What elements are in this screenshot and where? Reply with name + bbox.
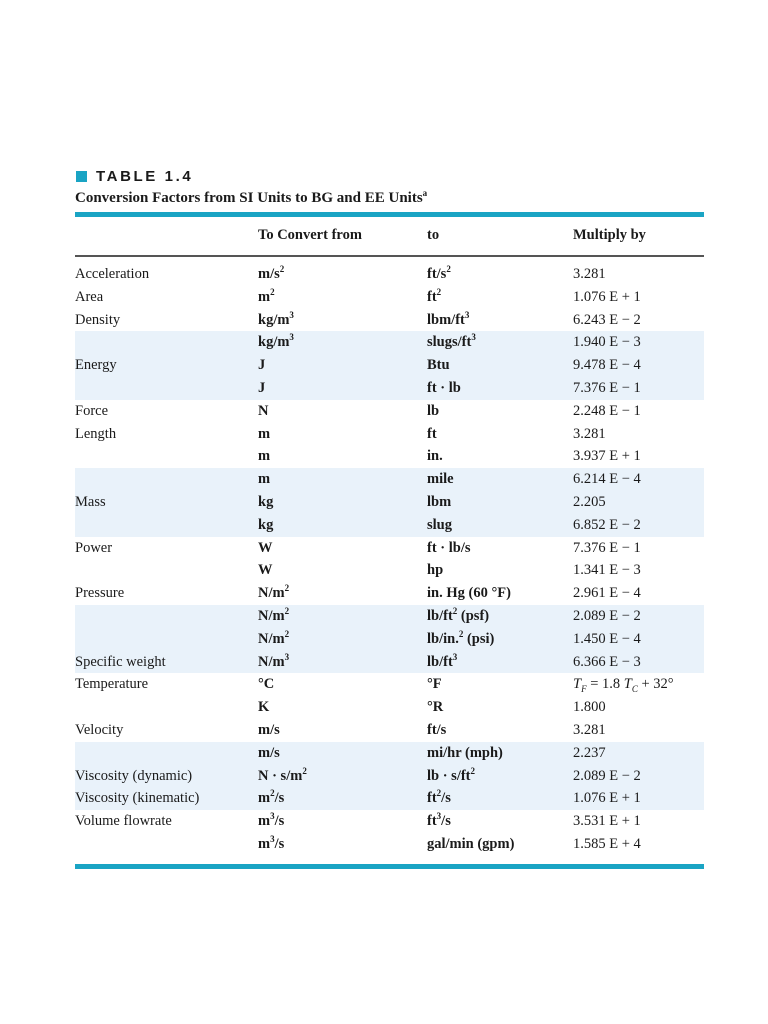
cell-from-unit: N — [258, 402, 269, 419]
table-row — [75, 286, 704, 309]
cell-from-unit: $kg/m^3$ — [258, 309, 294, 328]
cell-to-unit: in. — [427, 448, 443, 465]
table-row — [75, 696, 704, 719]
cell-from-unit: $m/s^2$ — [258, 264, 285, 282]
cell-to-unit: lb/in.$^2$ (psi) — [427, 628, 495, 647]
cell-to-unit: ft · lb/s — [427, 539, 471, 556]
cell-factor: 2.205 — [573, 493, 606, 510]
cell-quantity: Density — [75, 311, 121, 328]
cell-factor: 1.940 E − 3 — [573, 334, 641, 351]
table-row — [75, 651, 704, 674]
cell-from-unit: $m^3/s$ — [258, 834, 285, 852]
table-row — [75, 468, 704, 491]
cell-from-unit: $m^2$ — [258, 286, 275, 305]
cell-from-unit: $m^3/s$ — [258, 811, 285, 830]
cell-to-unit: slugs/$ft^3$ — [427, 332, 476, 351]
cell-to-unit: lb · $s/ft^2$ — [427, 765, 476, 784]
cell-to-unit: $lb/ft^2$ (psf) — [427, 606, 490, 624]
cell-to-unit: °R — [427, 699, 444, 716]
cell-to-unit: °F — [427, 676, 442, 693]
table-row — [75, 514, 704, 537]
cell-from-unit: $N/m^2$ — [258, 628, 290, 647]
cell-from-unit: m/s — [258, 721, 280, 738]
cell-factor: 1.450 E − 4 — [573, 630, 641, 647]
cell-from-unit: J — [258, 357, 266, 374]
cell-from-unit: $N/m^2$ — [258, 606, 290, 624]
table-row — [75, 309, 704, 332]
cell-to-unit: $ft^2/s$ — [427, 788, 451, 807]
table-row — [75, 423, 704, 446]
cell-factor: 1.341 E − 3 — [573, 562, 641, 579]
cell-quantity: Specific weight — [75, 653, 166, 670]
cell-to-unit: ft/s — [427, 721, 447, 738]
cell-quantity: Length — [75, 425, 117, 442]
header-rule — [75, 255, 704, 257]
table-row — [75, 719, 704, 742]
cell-factor: 2.089 E − 2 — [573, 607, 641, 624]
cell-quantity: Force — [75, 402, 109, 419]
table-row — [75, 491, 704, 514]
cell-to-unit: mi/hr (mph) — [427, 744, 503, 761]
cell-to-unit: $ft^3/s$ — [427, 811, 451, 830]
cell-factor: 2.961 E − 4 — [573, 585, 641, 602]
cell-from-unit: m/s — [258, 744, 280, 761]
cell-from-unit: W — [258, 539, 273, 556]
table-row — [75, 833, 704, 856]
cell-from-unit: kg — [258, 516, 274, 533]
cell-quantity: Pressure — [75, 585, 125, 602]
cell-to-unit: gal/min (gpm) — [427, 835, 515, 852]
cell-from-unit: m — [258, 425, 271, 442]
cell-factor: 2.089 E − 2 — [573, 767, 641, 784]
cell-factor: 3.281 — [573, 721, 606, 738]
cell-to-unit: hp — [427, 562, 444, 579]
cell-quantity: Viscosity (dynamic) — [75, 767, 193, 784]
table-row — [75, 354, 704, 377]
cell-to-unit: mile — [427, 471, 454, 488]
cell-factor: 6.366 E − 3 — [573, 653, 641, 670]
cell-from-unit: $N/m^3$ — [258, 651, 290, 670]
cell-from-unit: m — [258, 448, 271, 465]
cell-to-unit: $ft/s^2$ — [427, 264, 451, 282]
cell-from-unit: K — [258, 699, 270, 716]
cell-quantity: Mass — [75, 493, 106, 510]
table-row — [75, 742, 704, 765]
cell-from-unit: $m^2/s$ — [258, 788, 285, 807]
table-caption-text: Conversion Factors from SI Units to BG and EE Units — [75, 190, 423, 206]
cell-factor: 1.076 E + 1 — [573, 790, 641, 807]
cell-from-unit: m — [258, 471, 271, 488]
table-row — [75, 263, 704, 286]
table-row — [75, 787, 704, 810]
table-row — [75, 673, 704, 696]
column-header-row — [75, 217, 704, 255]
cell-to-unit: lb — [427, 402, 440, 419]
cell-to-unit: slug — [427, 516, 452, 533]
cell-factor: 3.937 E + 1 — [573, 448, 641, 465]
cell-from-unit: $N/m^2$ — [258, 583, 290, 602]
cell-factor: 6.243 E − 2 — [573, 311, 641, 328]
cell-to-unit: ft — [427, 425, 437, 442]
cell-quantity: Area — [75, 288, 104, 305]
cell-factor: 6.214 E − 4 — [573, 471, 641, 488]
conversion-table — [75, 166, 704, 869]
table-heading — [75, 166, 704, 186]
cell-factor: 7.376 E − 1 — [573, 379, 641, 396]
cell-factor: 2.237 — [573, 744, 606, 761]
header-to: to — [427, 227, 440, 243]
table-row — [75, 765, 704, 788]
cell-from-unit: $kg/m^3$ — [258, 332, 294, 351]
cell-quantity: Volume flowrate — [75, 813, 172, 830]
cell-quantity: Acceleration — [75, 266, 150, 282]
table-row — [75, 445, 704, 468]
cell-quantity: Viscosity (kinematic) — [75, 790, 200, 807]
table-number: TABLE 1.4 — [96, 167, 194, 185]
cell-to-unit: Btu — [427, 357, 450, 374]
header-multiply-by: Multiply by — [573, 227, 646, 243]
cell-quantity: Velocity — [75, 721, 124, 738]
cell-quantity: Temperature — [75, 676, 149, 693]
square-bullet-icon — [76, 171, 87, 182]
cell-to-unit: lbm — [427, 493, 452, 510]
cell-to-unit: $lb/ft^3$ — [427, 651, 458, 670]
cell-factor: 6.852 E − 2 — [573, 516, 641, 533]
table-row — [75, 559, 704, 582]
cell-to-unit: $ft^2$ — [427, 286, 442, 305]
cell-from-unit: $N \cdot s/m^2$ — [258, 765, 307, 784]
header-convert-from: To Convert from — [258, 227, 362, 243]
table-row — [75, 810, 704, 833]
cell-factor: 7.376 E − 1 — [573, 539, 641, 556]
cell-to-unit: ft · lb — [427, 379, 461, 396]
cell-factor: 1.800 — [573, 699, 606, 716]
table-row — [75, 605, 704, 628]
cell-factor: 1.585 E + 4 — [573, 835, 641, 852]
cell-factor: 2.248 E − 1 — [573, 402, 641, 419]
cell-to-unit: lbm/$ft^3$ — [427, 309, 470, 328]
table-caption-footnote-mark: a — [422, 188, 428, 198]
table-caption — [75, 188, 704, 208]
cell-factor: 9.478 E − 4 — [573, 357, 641, 374]
cell-factor: 1.076 E + 1 — [573, 288, 641, 305]
cell-from-unit: °C — [258, 676, 275, 693]
table-row — [75, 400, 704, 423]
cell-from-unit: J — [258, 379, 266, 396]
cell-to-unit: in. Hg (60 °F) — [427, 585, 511, 602]
table-row — [75, 377, 704, 400]
cell-factor: 3.281 — [573, 425, 606, 442]
cell-factor: 3.281 — [573, 266, 606, 282]
cell-factor: $T_F = 1.8$ $T_C + 32^\circ$ — [573, 676, 674, 695]
table-row — [75, 331, 704, 354]
cell-factor: 3.531 E + 1 — [573, 813, 641, 830]
table-body — [75, 263, 704, 856]
cell-from-unit: kg — [258, 493, 274, 510]
cell-from-unit: W — [258, 562, 273, 579]
cell-quantity: Power — [75, 539, 113, 556]
table-row — [75, 537, 704, 560]
bottom-rule — [75, 864, 704, 869]
table-row — [75, 582, 704, 605]
cell-quantity: Energy — [75, 357, 117, 374]
table-row — [75, 628, 704, 651]
